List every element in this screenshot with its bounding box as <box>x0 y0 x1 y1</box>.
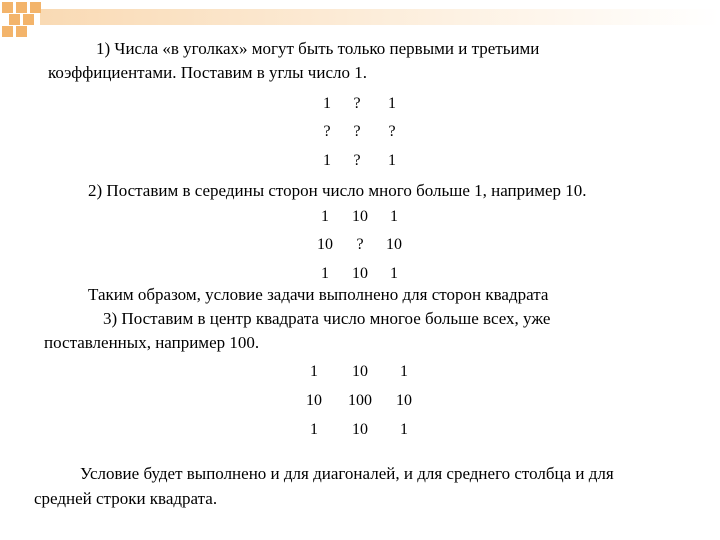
decor-square <box>9 14 20 25</box>
grid-3-cell: 10 <box>352 421 368 438</box>
grid-3-cell: 1 <box>400 363 408 380</box>
paragraph-2: 2) Поставим в середины сторон число много больше 1, например 10. <box>88 181 587 200</box>
decor-square <box>16 2 27 13</box>
grid-2-cell: 10 <box>352 265 368 282</box>
grid-2-cell: 10 <box>386 236 402 253</box>
paragraph-4-line-2: поставленных, например 100. <box>44 333 260 352</box>
decor-gradient-band <box>40 9 720 25</box>
grid-1-cell: ? <box>353 123 361 140</box>
decor-square <box>23 14 34 25</box>
grid-2-cell: 1 <box>390 265 398 282</box>
grid-3-cell: 1 <box>400 421 408 438</box>
grid-2-cell: ? <box>356 236 364 253</box>
grid-1-cell: 1 <box>388 95 396 112</box>
paragraph-3: Таким образом, условие задачи выполнено для сторон квадрата <box>88 285 549 304</box>
decor-square <box>30 2 41 13</box>
grid-1-cell: ? <box>388 123 396 140</box>
grid-2-cell: 1 <box>321 265 329 282</box>
grid-2-cell: 10 <box>317 236 333 253</box>
decor-square <box>16 26 27 37</box>
grid-3-cell: 10 <box>352 363 368 380</box>
decor-square <box>2 2 13 13</box>
grid-3-cell: 10 <box>396 392 412 409</box>
decor-square <box>2 26 13 37</box>
paragraph-5-line-2: средней строки квадрата. <box>34 489 218 508</box>
grid-3-cell: 1 <box>310 421 318 438</box>
grid-1-cell: ? <box>323 123 331 140</box>
paragraph-5-line-1: Условие будет выполнено и для диагоналей, и для среднего столбца и для <box>80 464 614 483</box>
paragraph-4-line-1: 3) Поставим в центр квадрата число многое больше всех, уже <box>103 309 551 328</box>
paragraph-1-line-2: коэффициентами. Поставим в углы число 1. <box>48 63 367 82</box>
paragraph-1-line-1: 1) Числа «в уголках» могут быть только первыми и третьими <box>96 39 540 58</box>
grid-2-cell: 1 <box>390 208 398 225</box>
grid-2-cell: 1 <box>321 208 329 225</box>
grid-1-cell: 1 <box>323 95 331 112</box>
grid-2-cell: 10 <box>352 208 368 225</box>
grid-1-cell: ? <box>353 152 361 169</box>
grid-1-cell: 1 <box>388 152 396 169</box>
grid-3-cell: 10 <box>306 392 322 409</box>
grid-3-cell: 100 <box>348 392 372 409</box>
grid-1-cell: 1 <box>323 152 331 169</box>
grid-1-cell: ? <box>353 95 361 112</box>
grid-3-cell: 1 <box>310 363 318 380</box>
